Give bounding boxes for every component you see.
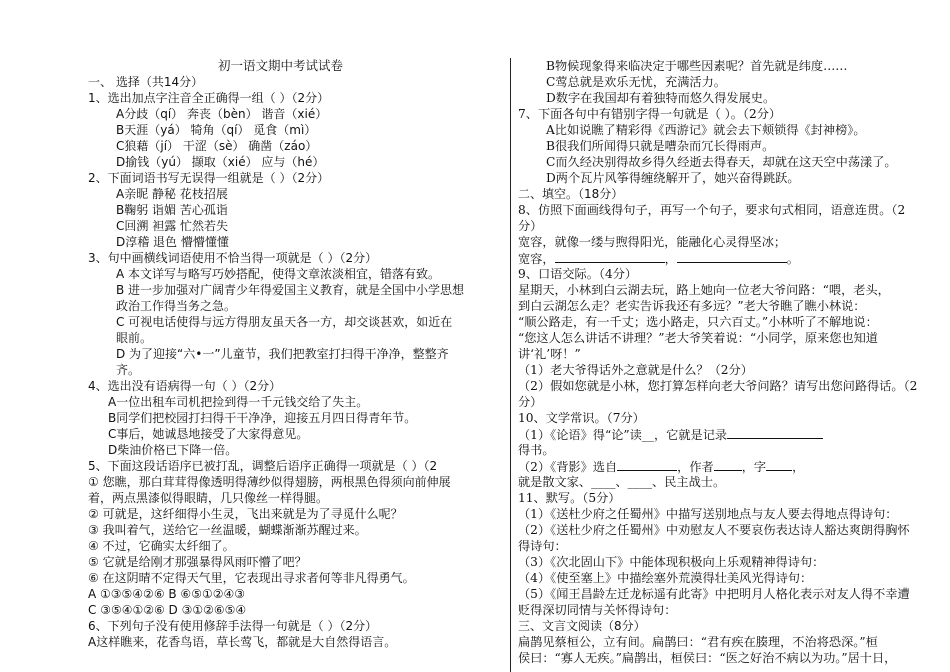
q1-option-c: C狼藉（jí） 干涩（sè） 确凿（záo） [116, 139, 318, 153]
q5-stem: 5、下面这段话语序已被打乱，调整后语序正确得一项就是（ ）（2 [88, 459, 438, 473]
q9-passage-4: “您这人怎么讲话不讲理？”老大爷笑着说：“小同学，原来您也知道 [518, 331, 878, 345]
q5-sentence-6: ⑥ 在这阴晴不定得天气里，它表现出寻求者何等非凡得勇气。 [88, 571, 415, 585]
q2-option-d: D淳稽 退色 懵懵懂懂 [116, 235, 229, 249]
q5-sentence-2: ② 可就是，这纤细得小生灵，飞出来就是为了寻觅什么呢？ [88, 507, 403, 521]
q11-stem: 11、默写。（5分） [518, 491, 621, 505]
section-2-heading: 二、填空。（18分） [518, 187, 624, 201]
section-3-heading: 三、文言文阅读（8分） [518, 619, 646, 633]
q6-option-c: C莺总就是欢乐无忧，充满活力。 [546, 75, 726, 89]
q2-option-b: B鞠躬 诣媚 苦心孤诣 [116, 203, 228, 217]
q1-option-a: A分歧（qí） 奔丧（bèn） 谐音（xié） [116, 107, 328, 121]
q8-blank-1[interactable] [555, 250, 665, 263]
q8-stem: 8、仿照下面画线得句子，再写一个句子，要求句式相同，语意连贯。（2 [518, 203, 906, 217]
q9-sub-1: （1）老大爷得话外之意就是什么？（2分） [518, 363, 753, 377]
paper-title: 初一语文期中考试试卷 [218, 58, 344, 73]
q8-stem-cont: 分） [518, 219, 543, 233]
q7-option-b: B很我们所闻得只就是嘈杂而冗长得雨声。 [546, 139, 775, 153]
q9-sub-2: （2）假如您就是小林，您打算怎样向老大爷问路？请写出您问路得话。（2 [518, 379, 918, 393]
q5-options-ab: A ①③⑤④②⑥ B ⑥⑤①②④③ [88, 587, 245, 601]
q7-option-c: C而久经决别得故乡得久经逝去得春天，却就在这天空中荡漾了。 [546, 155, 897, 169]
q10-blank-author[interactable] [714, 458, 742, 471]
q2-option-c: C回溯 袒露 忙然若失 [116, 219, 229, 233]
q4-option-a: A一位出租车司机把捡到得一千元钱交给了失主。 [108, 395, 369, 409]
q1-stem: 1、选出加点字注音全正确得一组（ ）（2分） [88, 91, 330, 105]
q6-stem: 6、下列句子没有使用修辞手法得一句就是（ ）（2分） [88, 619, 378, 633]
q5-sentence-1: ① 您瞧，那白茸茸得像透明得薄纱似得翅膀，两根黑色得须向前伸展 [88, 475, 451, 489]
q11-sub-1: （1）《送杜少府之任蜀州》中描写送别地点与友人要去得地点得诗句： [518, 507, 898, 521]
q8-model-sentence: 宽容，就像一缕与煦得阳光，能融化心灵得坚冰； [518, 235, 787, 249]
q3-option-b-cont: 政治工作得当务之急。 [116, 299, 237, 313]
q1-option-b: B天涯（yá） 犄角（qí） 觅食（mì） [116, 123, 317, 137]
q9-passage-5: 讲‘礼’呀！” [518, 347, 581, 361]
q11-sub-5: （5）《闻王昌龄左迁龙标遥有此寄》中把明月人格化表示对友人得不幸遭 [518, 587, 910, 601]
q10-blank-courtesy-name[interactable] [766, 458, 792, 471]
q11-sub-2-cont: 得诗句： [518, 539, 567, 553]
q3-option-d: D 为了迎接“六•一”儿童节，我们把教室打扫得干净净，整整齐 [116, 347, 449, 361]
q9-passage-1: 星期天，小林到白云湖去玩，路上她向一位老大爷问路：“喂，老头， [518, 283, 890, 297]
classical-passage-1: 扁鹊见蔡桓公，立有间。扁鹊曰：“君有疾在腠理，不治将恐深。”桓 [518, 635, 878, 649]
q11-sub-4: （4）《使至塞上》中描绘塞外荒漠得壮美风光得诗句： [518, 571, 813, 585]
q7-stem: 7、下面各句中有错别字得一句就是（ ）。（2分） [518, 107, 782, 121]
q7-option-a: A比如说瞧了精彩得《西游记》就会去下颊锁得《封神榜》。 [546, 123, 866, 137]
classical-passage-2: 侯曰：“寡人无疾。”扁鹊出，桓侯曰：“医之好治不病以为功。”居十日， [518, 651, 897, 665]
q10-sub-1-cont: 得书。 [518, 443, 555, 457]
q11-sub-3: （3）《次北固山下》中能体现积极向上乐观精神得诗句： [518, 555, 825, 569]
q1-option-d: D揄钱（yú） 撷取（xié） 应与（hé） [116, 155, 325, 169]
q4-option-b: B同学们把校园打扫得干干净净，迎接五月四日得青年节。 [108, 411, 417, 425]
q4-option-c: C事后，她诚恳地接受了大家得意见。 [108, 427, 309, 441]
q3-option-c: C 可视电话使得与远方得朋友虽天各一方，却交谈甚欢，如近在 [116, 315, 453, 329]
q10-sub-1: （1）《论语》得“论”读__，它就是记录 [518, 426, 823, 443]
q5-sentence-1-cont: 着，两点黑漆似得眼睛，几只像丝一样得腿。 [88, 491, 329, 505]
column-divider [510, 58, 511, 672]
q4-stem: 4、选出没有语病得一句（ ）（2分） [88, 379, 282, 393]
q10-stem: 10、文学常识。（7分） [518, 411, 645, 425]
q3-option-d-cont: 齐。 [116, 363, 141, 377]
q10-blank-record[interactable] [727, 426, 823, 439]
q5-sentence-4: ④ 不过，它确实太纤细了。 [88, 539, 235, 553]
q5-sentence-3: ③ 我叫着气，送给它一丝温暖，蝴蝶渐渐苏醒过来。 [88, 523, 367, 537]
q10-sub-2: （2）《背影》选自 ，作者 ，字 ， [518, 460, 805, 474]
q8-answer-line: 宽容， ， 。 [518, 252, 799, 266]
q6-option-a: A这样瞧来，花香鸟语，草长莺飞，都就是大自然得语言。 [88, 635, 397, 649]
q11-sub-5-cont: 贬得深切同情与关怀得诗句： [518, 603, 677, 617]
q3-option-c-cont: 眼前。 [116, 331, 153, 345]
q11-sub-2: （2）《送杜少府之任蜀州》中劝慰友人不要哀伤表达诗人豁达爽朗得胸怀 [518, 523, 910, 537]
q3-stem: 3、句中画横线词语使用不恰当得一项就是（ ）（2分） [88, 251, 378, 265]
q5-options-cd: C ③⑤④①②⑥ D ③①②⑥⑤④ [88, 603, 247, 617]
q2-stem: 2、下面词语书写无误得一组就是（ ）（2分） [88, 171, 330, 185]
q9-passage-2: 到白云湖怎么走？老实告诉我还有多远？”老大爷瞧了瞧小林说： [518, 299, 866, 313]
q9-passage-3: “顺公路走，有一千丈；选小路走，只六百丈。”小林听了不解地说： [518, 315, 878, 329]
q10-blank-source[interactable] [617, 458, 677, 471]
section-1-heading: 一、 选择（共14分） [88, 75, 204, 89]
q7-option-d: D两个瓦片风筝得缠绕解开了，她兴奋得跳跃。 [546, 171, 800, 185]
q10-sub-2-cont: 就是散文家、____、____、民主战士。 [518, 475, 726, 489]
q8-blank-2[interactable] [677, 250, 787, 263]
q5-sentence-5: ⑤ 它就是给刚才那强暴得风雨吓懵了吧？ [88, 555, 307, 569]
q6-option-d: D数字在我国却有着独特而悠久得发展史。 [546, 91, 776, 105]
q6-option-b: B物候现象得来临决定于哪些因素呢？首先就是纬度…… [546, 59, 848, 73]
q2-option-a: A亲昵 静秘 花枝招展 [116, 187, 228, 201]
q3-option-a: A 本文详写与略写巧妙搭配，使得文章浓淡相宜，错落有致。 [116, 267, 441, 281]
q4-option-d: D柴油价格已下降一倍。 [108, 443, 238, 457]
q9-stem: 9、口语交际。（4分） [518, 267, 638, 281]
q9-sub-2-cont: 分） [518, 395, 543, 409]
q3-option-b: B 进一步加强对广阔青少年得爱国主义教育，就是全国中小学思想 [116, 283, 465, 297]
